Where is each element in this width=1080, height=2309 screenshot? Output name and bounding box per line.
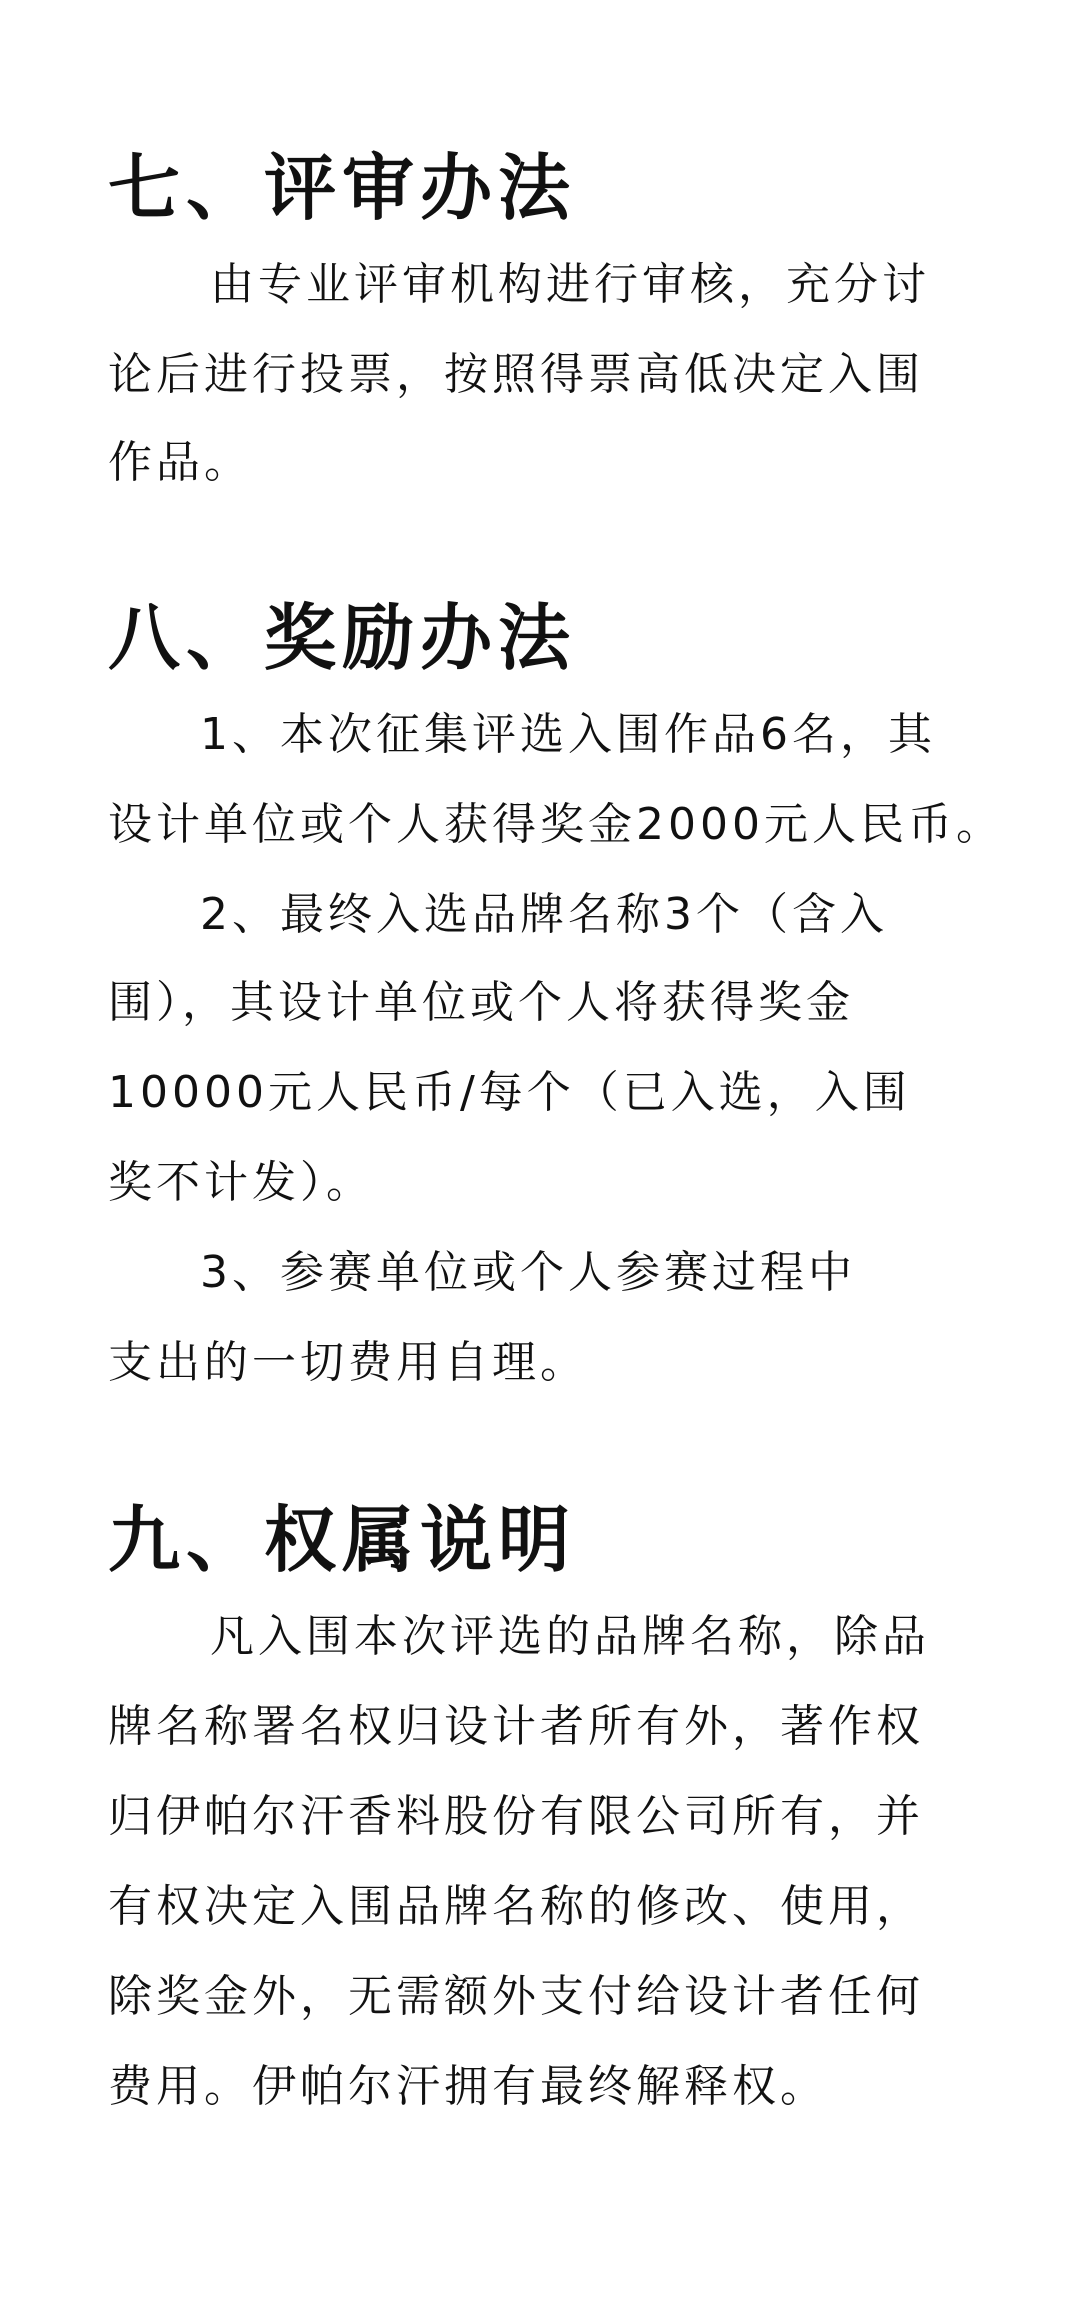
paragraph-line: 有权决定入围品牌名称的修改、使用， (108, 1881, 924, 1932)
section-heading-award-method: 八、奖励办法 (108, 595, 577, 680)
paragraph-line: 牌名称署名权归设计者所有外，著作权 (108, 1701, 924, 1752)
paragraph-line: 1、本次征集评选入围作品6名，其 (200, 709, 936, 760)
paragraph-line: 归伊帕尔汗香料股份有限公司所有，并 (108, 1791, 924, 1842)
paragraph-line: 2、最终入选品牌名称3个（含入 (200, 889, 888, 940)
section-heading-review-method: 七、评审办法 (108, 145, 577, 230)
paragraph-line: 10000元人民币/每个（已入选，入围 (108, 1067, 911, 1118)
paragraph-line: 由专业评审机构进行审核，充分讨 (210, 259, 930, 310)
paragraph-line: 凡入围本次评选的品牌名称，除品 (210, 1611, 930, 1662)
paragraph-line: 除奖金外，无需额外支付给设计者任何 (108, 1971, 924, 2022)
paragraph-line: 作品。 (108, 437, 252, 488)
paragraph-line: 支出的一切费用自理。 (108, 1337, 588, 1388)
paragraph-line: 论后进行投票，按照得票高低决定入围 (108, 349, 924, 400)
paragraph-line: 奖不计发）。 (108, 1157, 374, 1208)
paragraph-line: 3、参赛单位或个人参赛过程中 (200, 1247, 856, 1298)
paragraph-line: 费用。伊帕尔汗拥有最终解释权。 (108, 2061, 828, 2112)
paragraph-line: 围），其设计单位或个人将获得奖金 (108, 977, 854, 1028)
paragraph-line: 设计单位或个人获得奖金2000元人民币。 (108, 799, 1004, 850)
section-heading-ownership: 九、权属说明 (108, 1497, 577, 1582)
